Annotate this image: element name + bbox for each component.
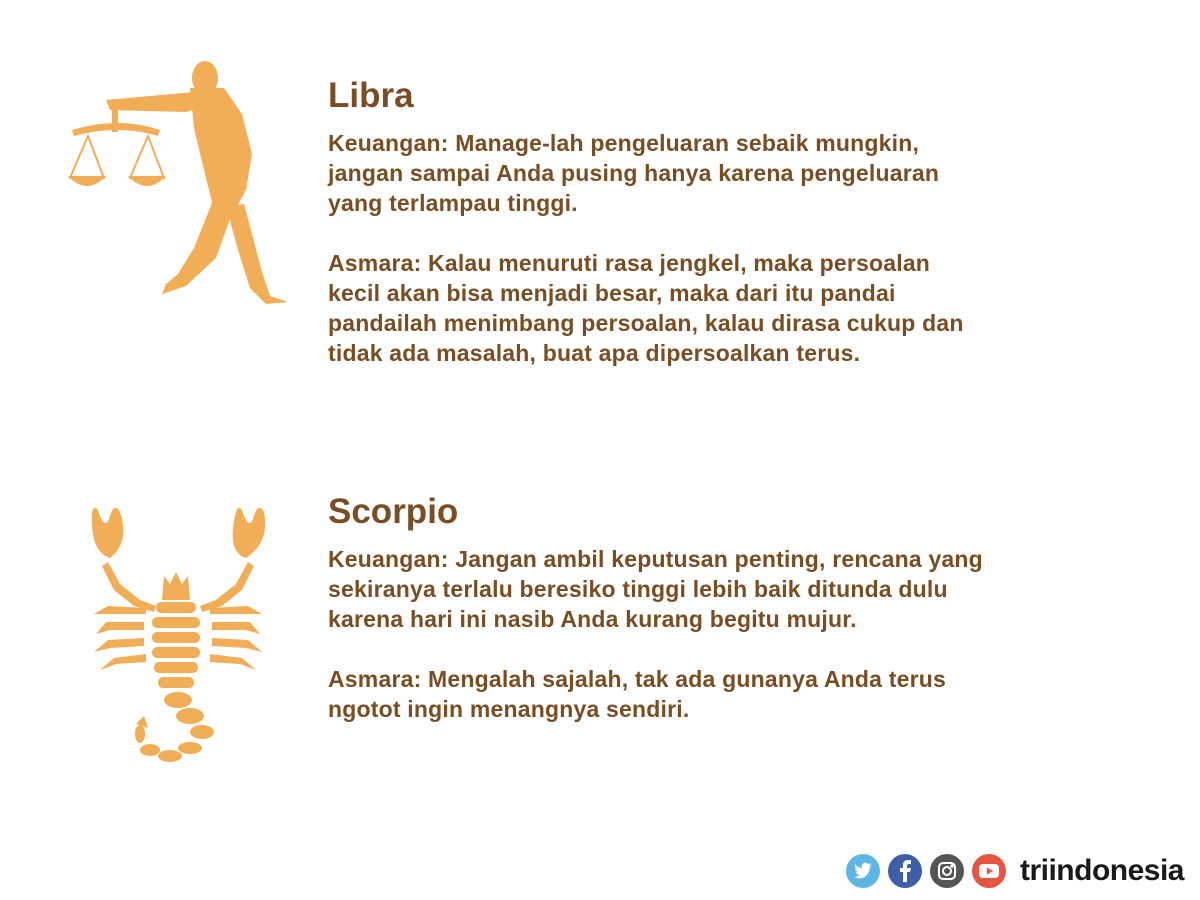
scorpio-keuangan-text: Keuangan: Jangan ambil keputusan penting, rencana yang sekiranya terlalu beresiko tinggi lebih baik ditunda dulu karena hari ini nasib Anda kurang begitu mujur. [328, 546, 983, 632]
libra-section [0, 0, 1200, 420]
sign-title-scorpio: Scorpio [328, 492, 459, 531]
facebook-icon[interactable] [888, 854, 922, 888]
brand-logo[interactable]: triindonesia [1019, 854, 1184, 887]
libra-keuangan-text: Keuangan: Manage-lah pengeluaran sebaik mungkin, jangan sampai Anda pusing hanya karena pengeluaran yang terlampau tinggi. [328, 130, 940, 216]
scorpio-asmara-text: Asmara: Mengalah sajalah, tak ada gunanya Anda terus ngotot ingin menangnya sendiri. [328, 666, 946, 722]
youtube-icon[interactable] [972, 854, 1006, 888]
twitter-icon[interactable] [846, 854, 880, 888]
instagram-icon[interactable] [930, 854, 964, 888]
footer [846, 854, 1184, 888]
scorpio-scorpion-icon [86, 502, 270, 764]
libra-scales-icon [66, 58, 292, 308]
scorpio-text [328, 492, 1088, 724]
scorpio-section [0, 490, 1200, 790]
libra-asmara-text: Asmara: Kalau menuruti rasa jengkel, maka persoalan kecil akan bisa menjadi besar, maka dari itu pandai pandailah menimbang persoalan, kalau dirasa cukup dan tidak ada masalah, buat apa dipersoalkan terus. [328, 250, 964, 366]
sign-title-libra: Libra [328, 76, 414, 115]
libra-text [328, 76, 1088, 368]
